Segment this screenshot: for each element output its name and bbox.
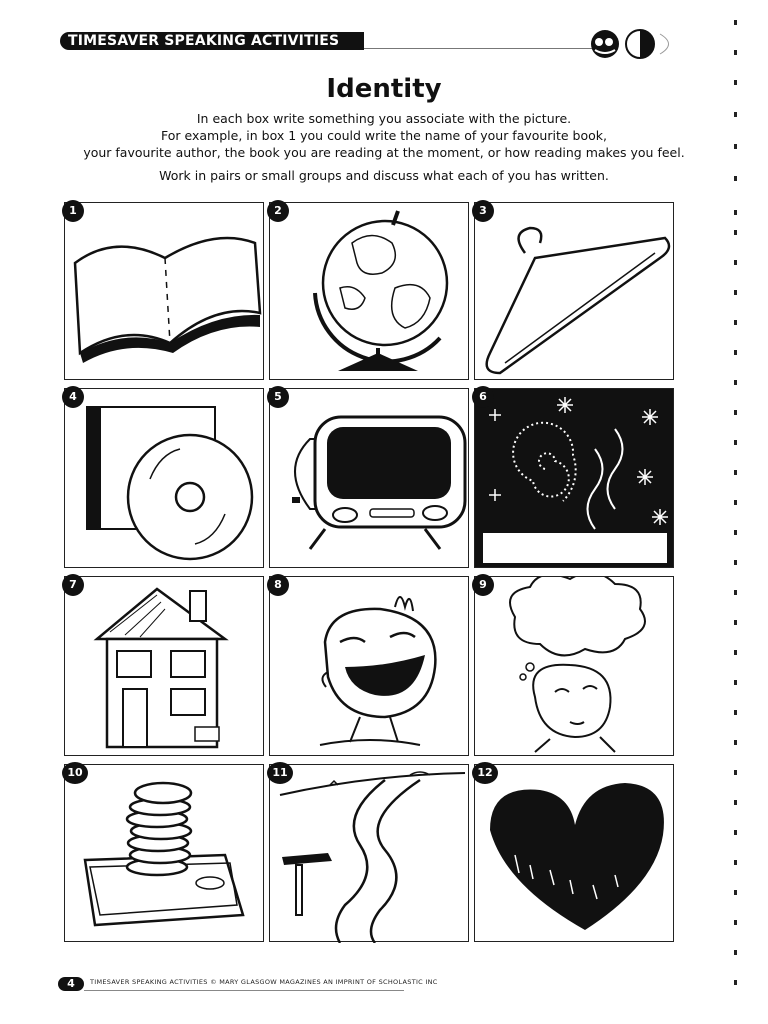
thinking-person-icon bbox=[475, 577, 675, 757]
instruction-line-3: your favourite author, the book you are reading at the moment, or how reading makes you feel. bbox=[83, 145, 685, 160]
picture-box-10[interactable] bbox=[64, 764, 264, 942]
picture-box-6[interactable] bbox=[474, 388, 674, 568]
instruction-line-1: In each box write something you associate with the picture. bbox=[196, 111, 572, 126]
header-rule bbox=[364, 48, 594, 49]
picture-box-3[interactable] bbox=[474, 202, 674, 380]
header-banner: TIMESAVER SPEAKING ACTIVITIES bbox=[60, 32, 364, 50]
instruction-line-4: Work in pairs or small groups and discuss what each of you has written. bbox=[159, 168, 609, 183]
box-number-badge: 10 bbox=[62, 762, 88, 784]
open-book-icon bbox=[65, 203, 265, 381]
perforation-edge bbox=[730, 20, 744, 1010]
footer-rule bbox=[84, 990, 404, 991]
coins-money-icon bbox=[65, 765, 265, 943]
picture-box-1[interactable] bbox=[64, 202, 264, 380]
box-number-badge: 8 bbox=[267, 574, 289, 596]
box-number-badge: 2 bbox=[267, 200, 289, 222]
picture-box-7[interactable] bbox=[64, 576, 264, 756]
house-icon bbox=[65, 577, 265, 757]
speech-faces-logo-icon bbox=[585, 24, 685, 64]
box-number-badge: 6 bbox=[472, 386, 494, 408]
picture-box-12[interactable] bbox=[474, 764, 674, 942]
box-number-badge: 12 bbox=[472, 762, 498, 784]
picture-box-11[interactable] bbox=[269, 764, 469, 942]
globe-icon bbox=[270, 203, 470, 381]
laughing-face-icon bbox=[270, 577, 470, 757]
footer-copyright: TIMESAVER SPEAKING ACTIVITIES © MARY GLASGOW MAGAZINES AN IMPRINT OF SCHOLASTIC INC bbox=[90, 978, 438, 986]
box-number-badge: 3 bbox=[472, 200, 494, 222]
picture-box-8[interactable] bbox=[269, 576, 469, 756]
box-number-badge: 7 bbox=[62, 574, 84, 596]
instruction-line-2: For example, in box 1 you could write the name of your favourite book, bbox=[161, 128, 607, 143]
heart-icon bbox=[475, 765, 675, 943]
picture-box-2[interactable] bbox=[269, 202, 469, 380]
box-number-badge: 9 bbox=[472, 574, 494, 596]
picture-box-4[interactable] bbox=[64, 388, 264, 568]
picture-box-5[interactable] bbox=[269, 388, 469, 568]
cd-disc-icon bbox=[65, 389, 265, 569]
page-title: Identity bbox=[326, 74, 442, 104]
box-number-badge: 5 bbox=[267, 386, 289, 408]
page-number-badge: 4 bbox=[58, 977, 84, 991]
box-number-badge: 1 bbox=[62, 200, 84, 222]
television-icon bbox=[270, 389, 470, 569]
coat-hanger-icon bbox=[475, 203, 675, 381]
box-number-badge: 11 bbox=[267, 762, 293, 784]
road-signpost-icon bbox=[270, 765, 470, 943]
fireworks-icon bbox=[475, 389, 675, 569]
picture-box-9[interactable] bbox=[474, 576, 674, 756]
box-number-badge: 4 bbox=[62, 386, 84, 408]
